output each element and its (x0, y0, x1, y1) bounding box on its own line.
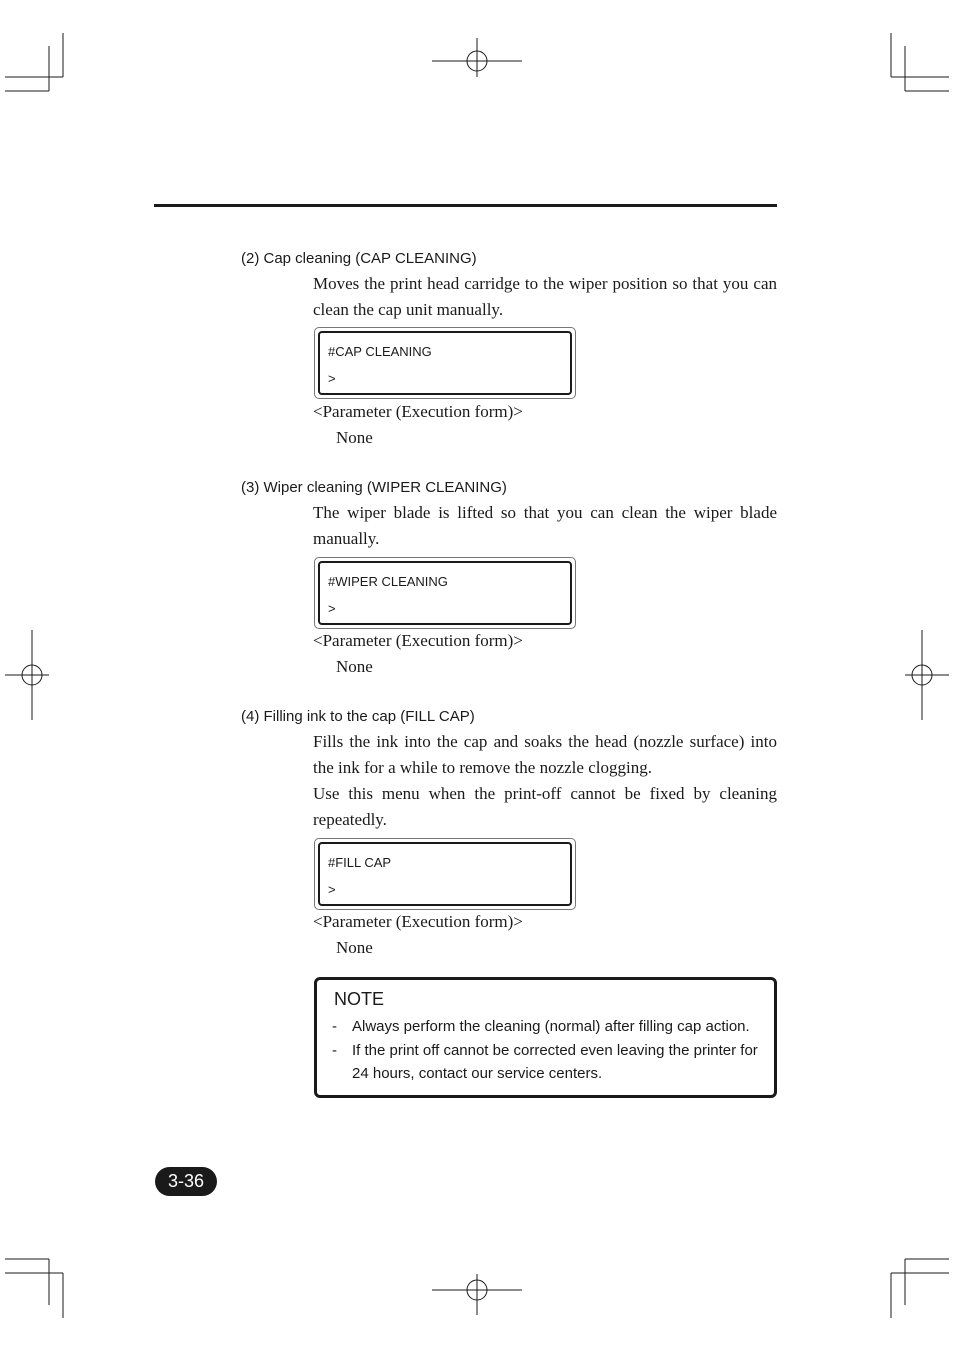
lcd-line-1: #WIPER CLEANING (328, 574, 448, 589)
description-paragraph: Use this menu when the print-off cannot be fixed by cleaning repeatedly. (313, 784, 777, 829)
section-heading-wiper-cleaning: (3) Wiper cleaning (WIPER CLEANING) (241, 479, 507, 496)
note-box (314, 977, 777, 1098)
lcd-screen (318, 331, 572, 395)
lcd-display-cap-cleaning (314, 327, 576, 399)
description-paragraph: Fills the ink into the cap and soaks the head (nozzle surface) into the ink for a while to remove the nozzle clogging. (313, 732, 777, 777)
lcd-line-2: > (328, 882, 336, 897)
parameter-label: <Parameter (Execution form)> (313, 631, 523, 650)
note-item (332, 1039, 772, 1086)
parameter-label: <Parameter (Execution form)> (313, 402, 523, 421)
note-list (332, 1015, 772, 1086)
section-heading-cap-cleaning: (2) Cap cleaning (CAP CLEANING) (241, 250, 477, 267)
description-paragraph: Moves the print head carridge to the wiper position so that you can clean the cap unit manually. (313, 274, 777, 319)
note-bullet: - (332, 1018, 337, 1035)
lcd-line-1: #FILL CAP (328, 855, 392, 870)
parameter-value: None (336, 657, 373, 676)
lcd-display-fill-cap (314, 838, 576, 910)
parameter-label: <Parameter (Execution form)> (313, 912, 523, 931)
lcd-line-2: > (328, 601, 336, 616)
lcd-screen (318, 842, 572, 906)
section-description-cap-cleaning (313, 271, 777, 323)
lcd-screen (318, 561, 572, 625)
note-item (332, 1015, 772, 1039)
parameter-value: None (336, 938, 373, 957)
lcd-display-wiper-cleaning (314, 557, 576, 629)
lcd-line-2: > (328, 371, 336, 386)
description-paragraph: The wiper blade is lifted so that you can clean the wiper blade manually. (313, 503, 777, 548)
note-title: NOTE (334, 989, 385, 1009)
header-rule (154, 204, 777, 207)
parameter-block-cap-cleaning (313, 399, 523, 451)
lcd-line-1: #CAP CLEANING (328, 344, 432, 359)
note-text: If the print off cannot be corrected even leaving the printer for 24 hours, contact our service centers. (352, 1041, 758, 1082)
note-text: Always perform the cleaning (normal) after filling cap action. (352, 1018, 750, 1035)
parameter-block-fill-cap (313, 909, 523, 961)
page-number-badge: 3-36 (155, 1167, 217, 1196)
section-heading-fill-cap: (4) Filling ink to the cap (FILL CAP) (241, 708, 475, 725)
note-bullet: - (332, 1041, 337, 1059)
parameter-block-wiper-cleaning (313, 628, 523, 680)
parameter-value: None (336, 428, 373, 447)
section-description-wiper-cleaning (313, 500, 777, 552)
section-description-fill-cap (313, 729, 777, 833)
